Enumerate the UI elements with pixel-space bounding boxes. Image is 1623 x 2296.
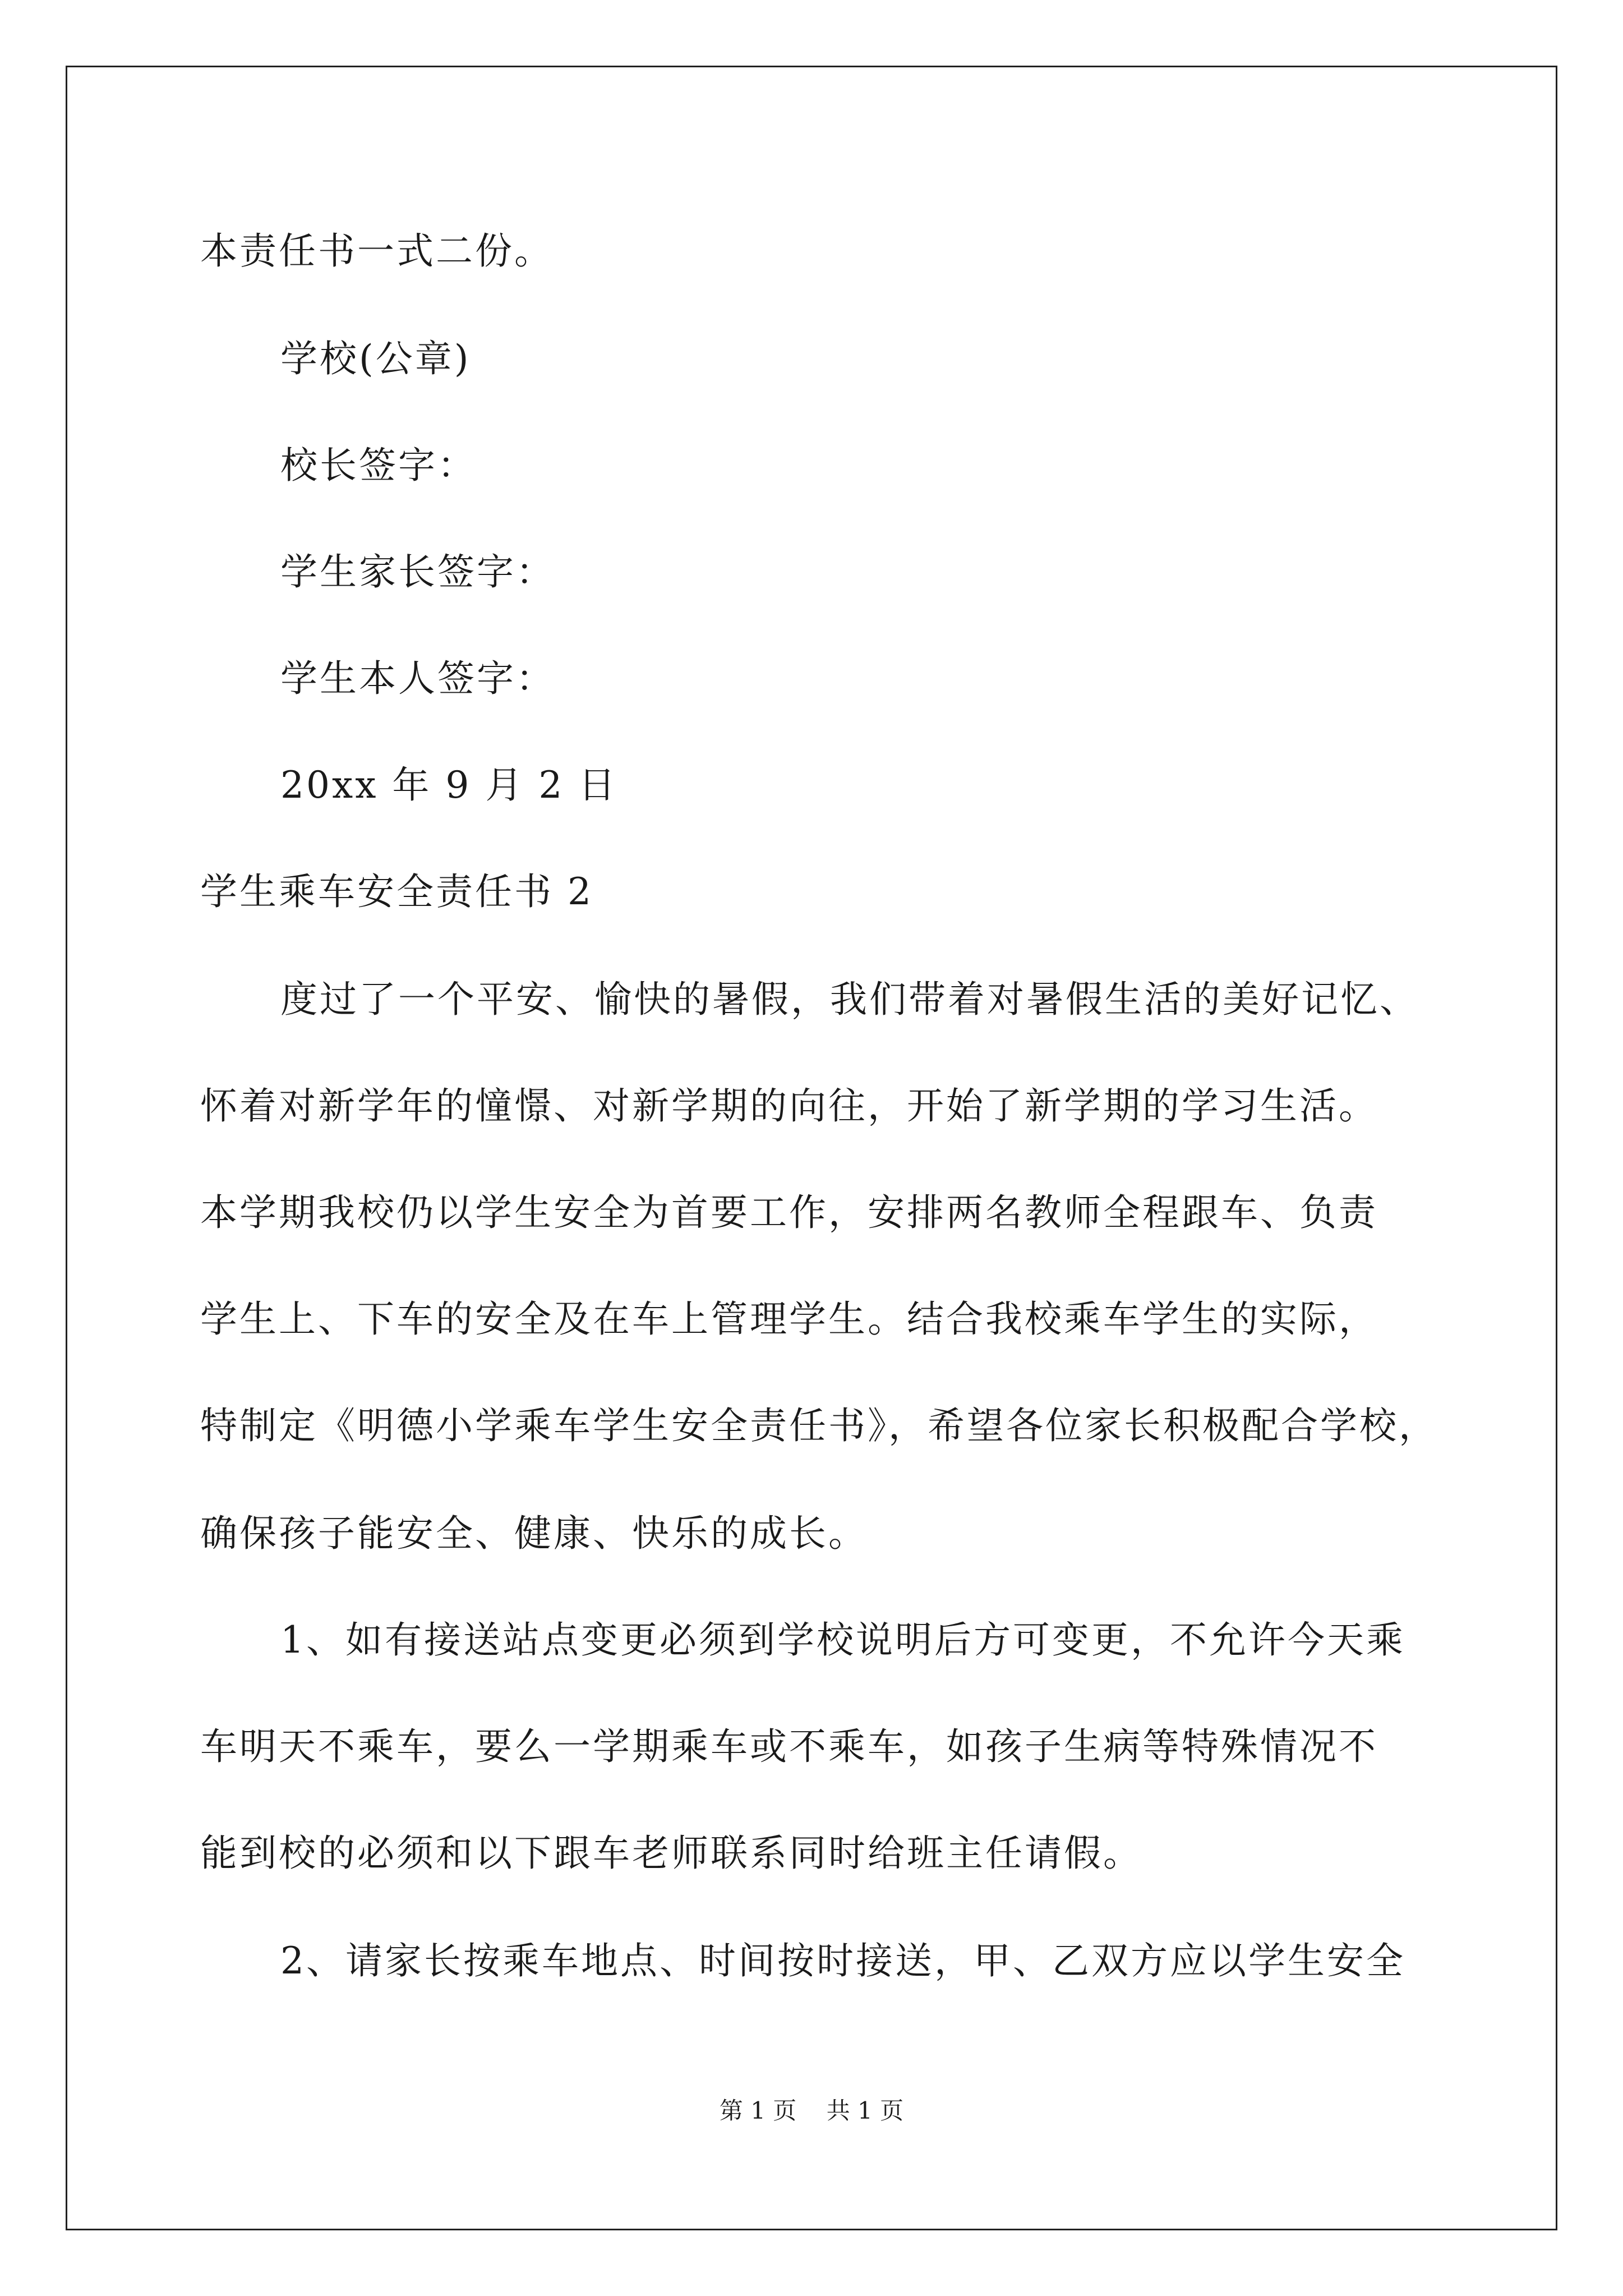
paragraph-line: 怀着对新学年的憧憬、对新学期的向往，开始了新学期的学习生活。 <box>200 1084 1378 1128</box>
text-line-parent-signature: 学生家长签字： <box>280 550 555 593</box>
text-line-student-signature: 学生本人签字： <box>280 657 555 700</box>
paragraph-line: 学生上、下车的安全及在车上管理学生。结合我校乘车学生的实际， <box>200 1297 1378 1341</box>
paragraph-line: 特制定《明德小学乘车学生安全责任书》，希望各位家长积极配合学校， <box>200 1404 1438 1447</box>
text-line-school-seal: 学校(公章) <box>280 337 471 380</box>
paragraph-line: 确保孩子能安全、健康、快乐的成长。 <box>200 1512 868 1555</box>
section-heading: 学生乘车安全责任书 2 <box>200 870 593 913</box>
list-item-line: 1、如有接送站点变更必须到学校说明后方可变更，不允许今天乘 <box>280 1618 1405 1662</box>
paragraph-line: 度过了一个平安、愉快的暑假，我们带着对暑假生活的美好记忆、 <box>280 978 1419 1021</box>
list-item-line: 能到校的必须和以下跟车老师联系同时给班主任请假。 <box>200 1832 1142 1875</box>
page-footer: 第 1 页 共 1 页 <box>719 2097 904 2124</box>
list-item-line: 车明天不乘车，要么一学期乘车或不乘车，如孩子生病等特殊情况不 <box>200 1725 1378 1768</box>
text-line-date: 20xx 年 9 月 2 日 <box>280 763 618 807</box>
list-item-line: 2、请家长按乘车地点、时间按时接送，甲、乙双方应以学生安全 <box>280 1939 1405 1982</box>
paragraph-line: 本学期我校仍以学生安全为首要工作，安排两名教师全程跟车、负责 <box>200 1191 1378 1234</box>
text-line-principal-signature: 校长签字： <box>280 444 477 487</box>
page-frame <box>66 66 1557 2230</box>
text-line-copies: 本责任书一式二份。 <box>200 229 554 273</box>
